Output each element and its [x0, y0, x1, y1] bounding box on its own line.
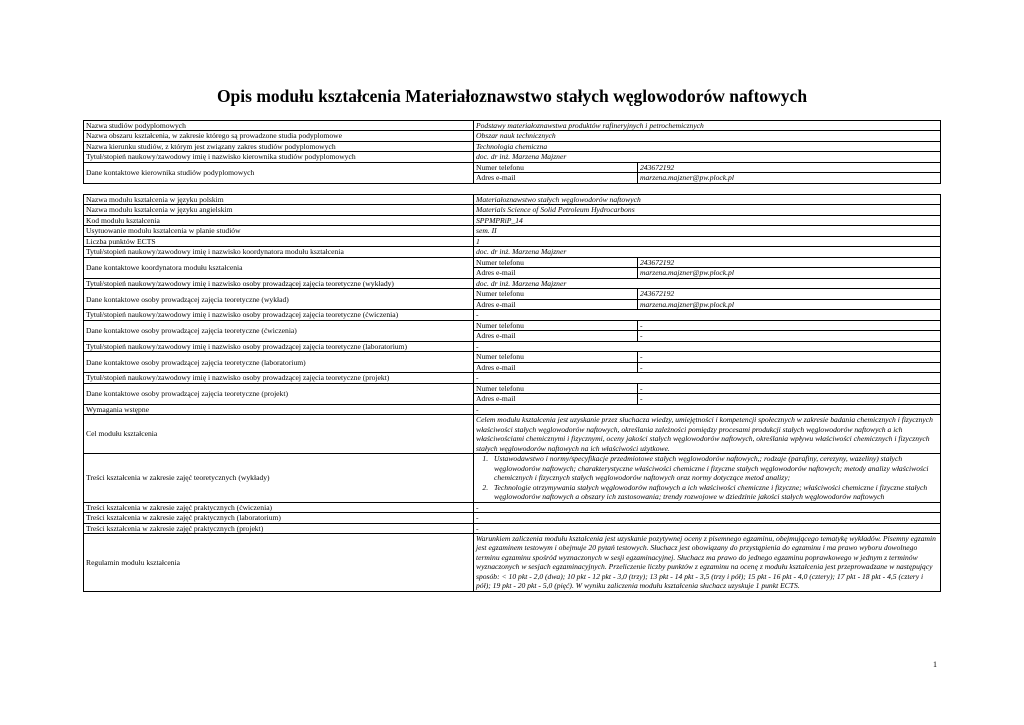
- table-row: [84, 383, 941, 393]
- goal-text: Celem modułu kształcenia jest uzyskanie przez słuchacza wiedzy, umiejętności i kompetencji społecznych w zakresie badania chemicznych i fizycznych właściwości stałych węglowodorów naftowych, określania zależności pomiędzy procesami produkcji stałych węglowodorów naftowych a ich właściwościami chemicznymi i fizycznymi, oceny jakości stałych węglowodorów naftowych, określania wpływu właściwości chemicznych i fizycznych stałych węglowodorów naftowych na ich właściwości użytkowe.: [474, 415, 941, 454]
- row-value: -: [474, 341, 941, 351]
- row-label: Tytuł/stopień naukowy/zawodowy imię i nazwisko osoby prowadzącej zajęcia teoretyczne (ćwiczenia): [84, 310, 474, 320]
- contact-label: Dane kontaktowe osoby prowadzącej zajęcia teoretyczne (laboratorium): [84, 352, 474, 373]
- row-value: -: [474, 513, 941, 523]
- row-value: doc. dr inż. Marzena Majzner: [474, 278, 941, 288]
- phone-value: 243672192: [638, 257, 941, 267]
- phone-value: 243672192: [638, 162, 941, 172]
- email-value: -: [638, 331, 941, 341]
- email-value: -: [638, 362, 941, 372]
- row-value: -: [474, 523, 941, 533]
- table-row: [84, 121, 941, 131]
- rules-text: Warunkiem zaliczenia modułu kształcenia jest uzyskanie pozytywnej oceny z pisemnego egzaminu, obejmującego tematykę wykładów. Pisemny egzamin jest egzaminem testowym i obejmuje 20 pytań testowych. Słuchacz jest obowiązany do przystąpienia do egzaminu i ma prawo wyboru dowolnego terminu egzaminu spośród wyznaczonych w sesji egzaminacyjnej. Słuchacz ma prawo do jednego egzaminu poprawkowego w jednym z terminów wyznaczonych w sesjach egzaminacyjnych. Przeliczenie liczby punktów z egzaminu na ocenę z modułu kształcenia jest przeprowadzane w następujący sposób: < 10 pkt - 2,0 (dwa); 10 pkt - 12 pkt - 3,0 (trzy); 13 pkt - 14 pkt - 3,5 (trzy i pół); 15 pkt - 16 pkt - 4,0 (cztery); 17 pkt - 18 pkt - 4,5 (cztery i pół); 19 pkt - 20 pkt - 5,0 (pięć). W wyniku zaliczenia modułu kształcenia słuchacz uzyskuje 1 punkt ECTS.: [474, 533, 941, 591]
- email-label: Adres e-mail: [474, 331, 638, 341]
- email-value: marzena.majzner@pw.plock.pl: [638, 299, 941, 309]
- row-value: -: [474, 502, 941, 512]
- table-row: [84, 205, 941, 215]
- phone-label: Numer telefonu: [474, 383, 638, 393]
- table-row: [84, 257, 941, 267]
- table-row: [84, 404, 941, 414]
- page-number: 1: [933, 660, 937, 669]
- contact-label: Dane kontaktowe osoby prowadzącej zajęcia teoretyczne (wykład): [84, 289, 474, 310]
- table-row: [84, 247, 941, 257]
- phone-label: Numer telefonu: [474, 352, 638, 362]
- contact-label: Dane kontaktowe koordynatora modułu kształcenia: [84, 257, 474, 278]
- program-info-table: [83, 120, 941, 184]
- phone-value: -: [638, 383, 941, 393]
- table-row: [84, 236, 941, 246]
- table-row: [84, 341, 941, 351]
- row-label: Tytuł/stopień naukowy/zawodowy imię i nazwisko koordynatora modułu kształcenia: [84, 247, 474, 257]
- email-value: -: [638, 394, 941, 404]
- table-row: [84, 513, 941, 523]
- row-label: Wymagania wstępne: [84, 404, 474, 414]
- table-row: [84, 289, 941, 299]
- row-label: Tytuł/stopień naukowy/zawodowy imię i nazwisko osoby prowadzącej zajęcia teoretyczne (wykłady): [84, 278, 474, 288]
- row-value: Obszar nauk technicznych: [474, 131, 941, 141]
- contact-label: Dane kontaktowe osoby prowadzącej zajęcia teoretyczne (projekt): [84, 383, 474, 404]
- row-value: Technologia chemiczna: [474, 141, 941, 151]
- row-value: -: [474, 373, 941, 383]
- list-item: 1. Ustawodawstwo i normy/specyfikacje przedmiotowe stałych węglowodorów naftowych,; rodzaje (parafiny, cerezyny, wazeliny) stałych węglowodorów naftowych; charakterystyczne właściwości chemiczne i fizyczne stałych węglowodorów naftowych; metody analizy właściwości chemicznych i fizycznych stałych węglowodorów naftowych oraz normy dotyczące metod analizy;: [490, 454, 938, 482]
- phone-label: Numer telefonu: [474, 162, 638, 172]
- row-value: 1: [474, 236, 941, 246]
- table-row: [84, 454, 941, 502]
- row-value: -: [474, 310, 941, 320]
- email-value: marzena.majzner@pw.plock.pl: [638, 173, 941, 183]
- table-row: [84, 373, 941, 383]
- email-label: Adres e-mail: [474, 299, 638, 309]
- row-label: Tytuł/stopień naukowy/zawodowy imię i nazwisko osoby prowadzącej zajęcia teoretyczne (projekt): [84, 373, 474, 383]
- row-label: Nazwa modułu kształcenia w języku angielskim: [84, 205, 474, 215]
- table-row: [84, 415, 941, 454]
- row-value: sem. II: [474, 226, 941, 236]
- email-label: Adres e-mail: [474, 173, 638, 183]
- table-row: [84, 320, 941, 330]
- row-label: Treści kształcenia w zakresie zajęć praktycznych (ćwiczenia): [84, 502, 474, 512]
- row-value: doc. dr inż. Marzena Majzner: [474, 247, 941, 257]
- row-label: Usytuowanie modułu kształcenia w planie studiów: [84, 226, 474, 236]
- phone-label: Numer telefonu: [474, 320, 638, 330]
- content-list-cell: [474, 454, 941, 502]
- row-value: Materiałoznawstwo stałych węglowodorów naftowych: [474, 195, 941, 205]
- table-row: [84, 226, 941, 236]
- table-row: [84, 533, 941, 591]
- row-value: Materials Science of Solid Petroleum Hydrocarbons: [474, 205, 941, 215]
- table-row: [84, 502, 941, 512]
- phone-value: -: [638, 352, 941, 362]
- row-value: doc. dr inż. Marzena Majzner: [474, 152, 941, 162]
- row-value: Podstawy materiałoznawstwa produktów rafineryjnych i petrochemicznych: [474, 121, 941, 131]
- table-row: [84, 523, 941, 533]
- phone-label: Numer telefonu: [474, 257, 638, 267]
- table-row: [84, 162, 941, 172]
- table-row: [84, 310, 941, 320]
- table-row: [84, 215, 941, 225]
- row-label: Treści kształcenia w zakresie zajęć praktycznych (projekt): [84, 523, 474, 533]
- row-label: Nazwa modułu kształcenia w języku polskim: [84, 195, 474, 205]
- row-value: -: [474, 404, 941, 414]
- phone-value: 243672192: [638, 289, 941, 299]
- row-label: Nazwa studiów podyplomowych: [84, 121, 474, 131]
- phone-value: -: [638, 320, 941, 330]
- email-label: Adres e-mail: [474, 362, 638, 372]
- row-label: Liczba punktów ECTS: [84, 236, 474, 246]
- table-row: [84, 141, 941, 151]
- table-row: [84, 195, 941, 205]
- contact-label: Dane kontaktowe osoby prowadzącej zajęcia teoretyczne (ćwiczenia): [84, 320, 474, 341]
- list-item: 2. Technologie otrzymywania stałych węglowodorów naftowych a ich właściwości chemiczne i fizyczne; właściwości chemiczne i fizyczne stałych węglowodorów naftowych a obszary ich zastosowania; trendy rozwojowe w dziedzinie jakości stałych węglowodorów naftowych: [490, 483, 938, 502]
- row-label: Kod modułu kształcenia: [84, 215, 474, 225]
- row-label: Regulamin modułu kształcenia: [84, 533, 474, 591]
- content-list: [476, 454, 938, 501]
- row-value: SPPMPRiP_14: [474, 215, 941, 225]
- row-label: Nazwa kierunku studiów, z którym jest związany zakres studiów podyplomowych: [84, 141, 474, 151]
- row-label: Tytuł/stopień naukowy/zawodowy imię i nazwisko osoby prowadzącej zajęcia teoretyczne (laboratorium): [84, 341, 474, 351]
- row-label: Treści kształcenia w zakresie zajęć teoretycznych (wykłady): [84, 454, 474, 502]
- row-label: Nazwa obszaru kształcenia, w zakresie którego są prowadzone studia podyplomowe: [84, 131, 474, 141]
- email-label: Adres e-mail: [474, 268, 638, 278]
- row-label: Cel modułu kształcenia: [84, 415, 474, 454]
- phone-label: Numer telefonu: [474, 289, 638, 299]
- module-info-table: [83, 194, 941, 592]
- table-row: [84, 352, 941, 362]
- table-row: [84, 278, 941, 288]
- row-label: Treści kształcenia w zakresie zajęć praktycznych (laboratorium): [84, 513, 474, 523]
- email-label: Adres e-mail: [474, 394, 638, 404]
- row-label: Tytuł/stopień naukowy/zawodowy imię i nazwisko kierownika studiów podyplomowych: [84, 152, 474, 162]
- contact-label: Dane kontaktowe kierownika studiów podyplomowych: [84, 162, 474, 183]
- table-row: [84, 152, 941, 162]
- page-title: Opis modułu kształcenia Materiałoznawstwo stałych węglowodorów naftowych: [216, 86, 808, 106]
- email-value: marzena.majzner@pw.plock.pl: [638, 268, 941, 278]
- table-row: [84, 131, 941, 141]
